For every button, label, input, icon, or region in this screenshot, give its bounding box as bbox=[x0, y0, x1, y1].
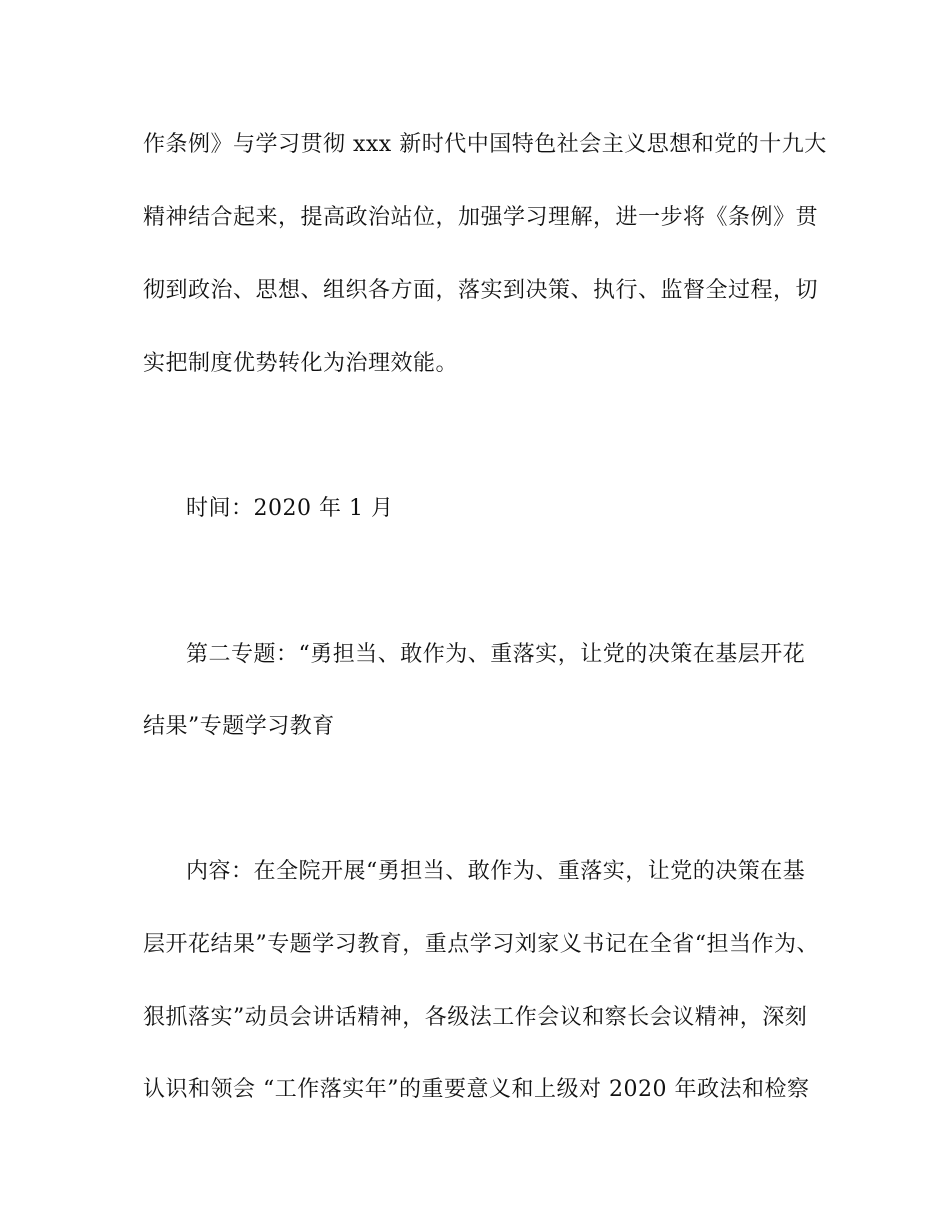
time-line: 时间：2020 年 1 月 bbox=[186, 496, 394, 521]
content-line: 认识和领会 “工作落实年”的重要意义和上级对 2020 年政法和检察 bbox=[143, 1077, 810, 1102]
paragraph-line: 精神结合起来，提高政治站位，加强学习理解，进一步将《条例》贯 bbox=[143, 205, 819, 230]
topic-heading-line: 结果”专题学习教育 bbox=[143, 714, 335, 739]
paragraph-line: 彻到政治、思想、组织各方面，落实到决策、执行、监督全过程，切 bbox=[143, 278, 819, 303]
paragraph-line: 作条例》与学习贯彻 xxx 新时代中国特色社会主义思想和党的十九大 bbox=[143, 132, 827, 157]
topic-heading-line: 第二专题：“勇担当、敢作为、重落实，让党的决策在基层开花 bbox=[186, 642, 806, 667]
content-line: 狠抓落实”动员会讲话精神，各级法工作会议和察长会议精神，深刻 bbox=[143, 1005, 808, 1030]
content-line: 层开花结果”专题学习教育，重点学习刘家义书记在全省“担当作为、 bbox=[143, 932, 819, 957]
content-line: 内容：在全院开展“勇担当、敢作为、重落实，让党的决策在基 bbox=[186, 859, 806, 884]
paragraph-line: 实把制度优势转化为治理效能。 bbox=[143, 351, 459, 376]
